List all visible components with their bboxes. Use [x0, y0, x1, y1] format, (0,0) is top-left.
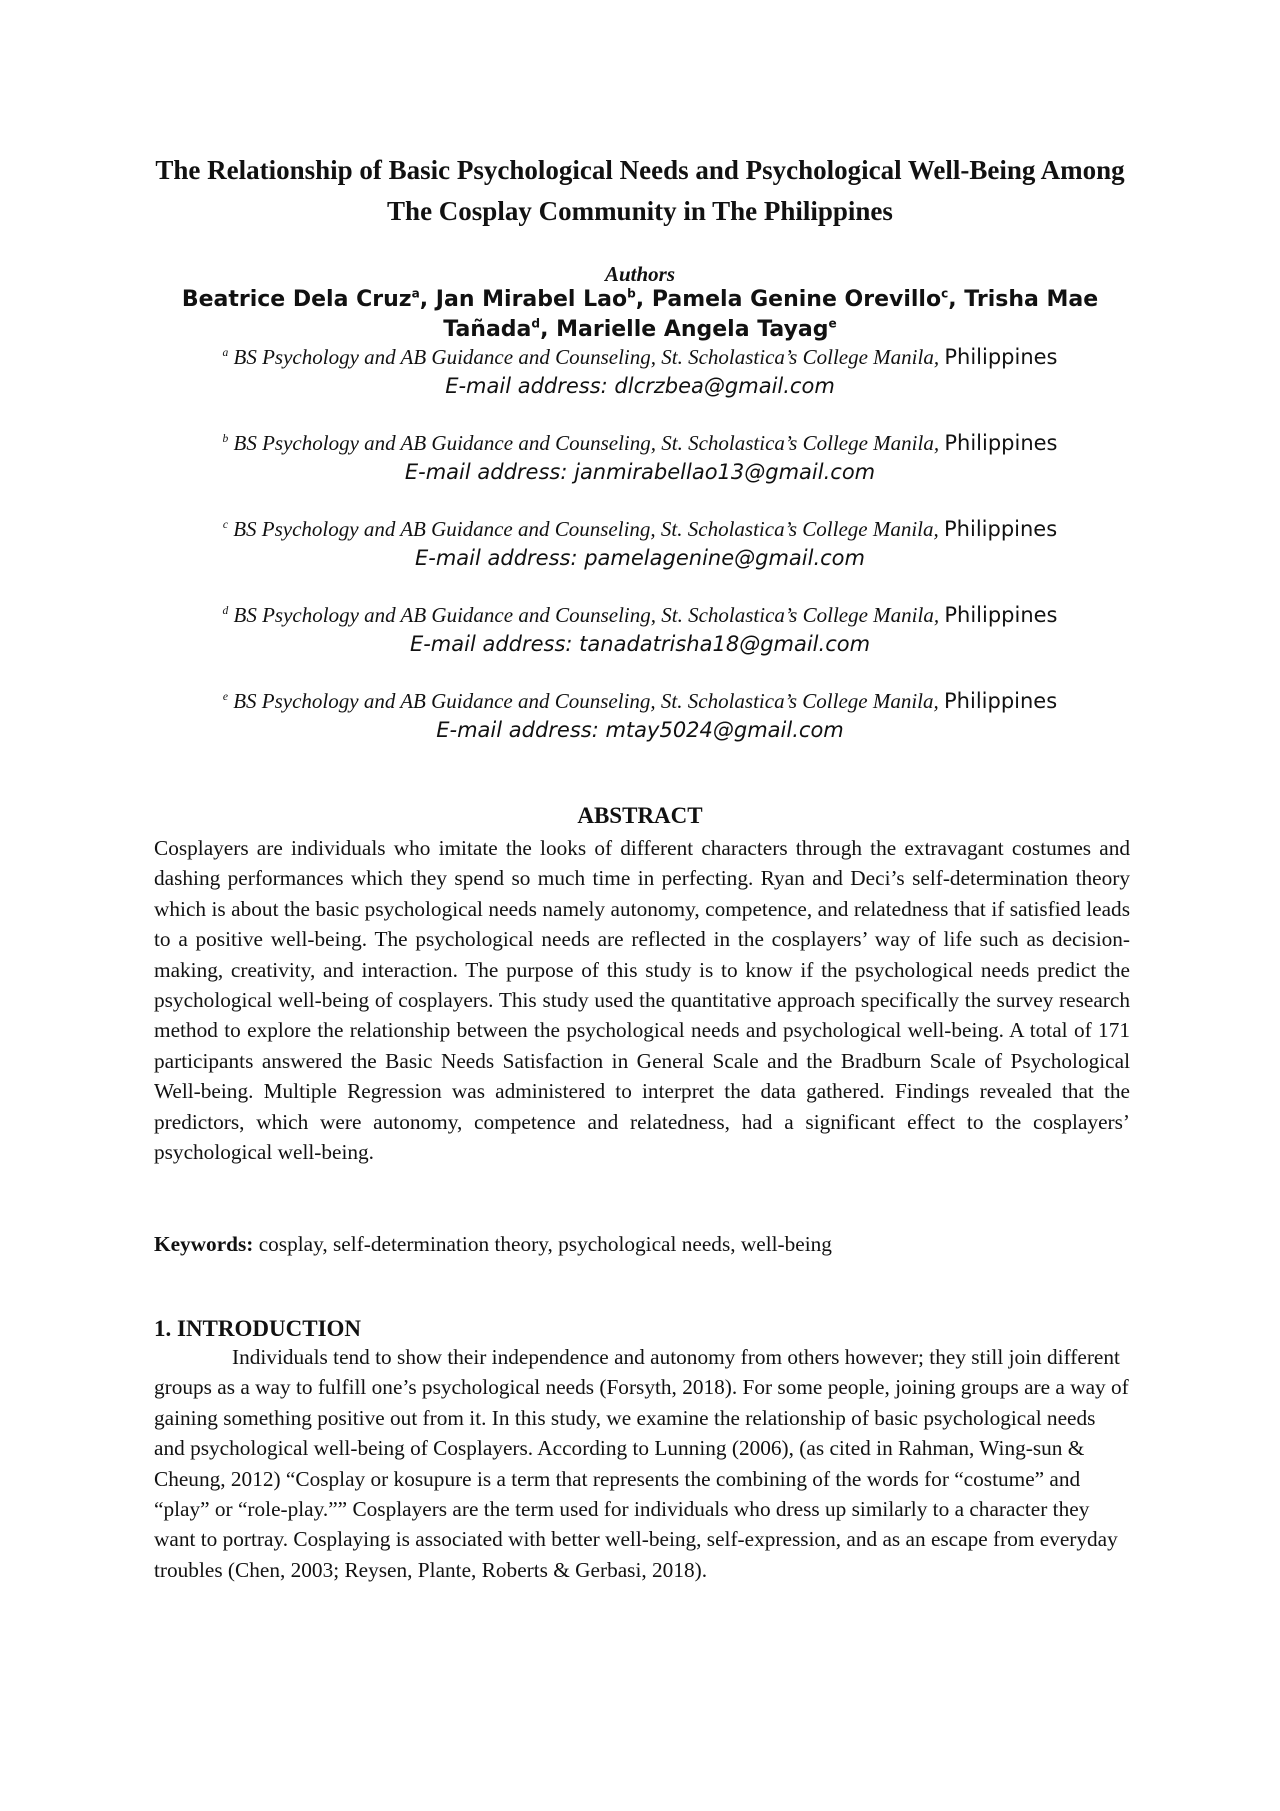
affiliation-institution: BS Psychology and AB Guidance and Counseling, St. Scholastica’s College Manila, [233, 517, 945, 541]
affiliation-country: Philippines [944, 689, 1058, 713]
affiliation-institution: BS Psychology and AB Guidance and Counseling, St. Scholastica’s College Manila, [233, 431, 945, 455]
affiliation-b [150, 428, 1130, 486]
paper-title: The Relationship of Basic Psychological Needs and Psychological Well-Being Among The Cosplay Community in The Philippines [155, 155, 1125, 226]
affiliation-mark: b [222, 432, 229, 445]
author-list: Beatrice Dela Cruz$^a$, Jan Mirabel Lao$^b$, Pamela Genine Orevillo$^c$, Trisha Mae Tañada$^d$, Marielle Angela Tayag$^e$ [181, 286, 1099, 342]
authors-heading: Authors [604, 262, 676, 286]
affiliation-email: E-mail address: pamelagenine@gmail.com [415, 546, 865, 570]
abstract-heading: ABSTRACT [577, 803, 703, 828]
affiliation-email: E-mail address: tanadatrisha18@gmail.com [409, 632, 871, 656]
affiliation-email: E-mail address: mtay5024@gmail.com [436, 718, 844, 742]
affiliation-mark: a [222, 346, 229, 359]
affiliation-country: Philippines [944, 345, 1058, 369]
author-name: Pamela Genine Orevillo [651, 287, 942, 312]
affiliation-mark: c [222, 518, 228, 531]
affiliation-e [150, 686, 1130, 744]
affiliation-country: Philippines [944, 603, 1058, 627]
affiliation-institution: BS Psychology and AB Guidance and Counseling, St. Scholastica’s College Manila, [233, 603, 945, 627]
author-name: Marielle Angela Tayag [556, 317, 829, 342]
section-heading-introduction: 1. INTRODUCTION [154, 1316, 362, 1341]
author-name: Trisha Mae Tañada [443, 287, 1099, 342]
keywords-label: Keywords: [154, 1232, 254, 1256]
affiliation-institution: BS Psychology and AB Guidance and Counseling, St. Scholastica’s College Manila, [233, 689, 945, 713]
author-mark: a [411, 286, 420, 301]
affiliation-a [150, 342, 1130, 400]
author-mark: b [627, 286, 636, 301]
keywords [154, 1229, 1130, 1259]
affiliation-institution: BS Psychology and AB Guidance and Counseling, St. Scholastica’s College Manila, [233, 345, 945, 369]
author-name: Jan Mirabel Lao [435, 287, 628, 312]
affiliation-mark: d [222, 604, 229, 617]
affiliation-country: Philippines [944, 517, 1058, 541]
introduction-text: Individuals tend to show their independence and autonomy from others however; they still join different groups as a way to fulfill one’s psychological needs (Forsyth, 2018). For some people, joining groups are a way of gaining something positive out from it. In this study, we examine the relationship of basic psychological needs and psychological well-being of Cosplayers. According to Lunning (2006), (as cited in Rahman, Wing-sun & Cheung, 2012) “Cosplay or kosupure is a term that represents the combining of the words for “costume” and “play” or “role-play.”” Cosplayers are the term used for individuals who dress up similarly to a character they want to portray. Cosplaying is associated with better well-being, self-expression, and as an escape from everyday troubles (Chen, 2003; Reysen, Plante, Roberts & Gerbasi, 2018). [154, 1345, 1129, 1582]
affiliation-mark: e [222, 690, 228, 703]
affiliation-d [150, 600, 1130, 658]
author-mark: c [941, 286, 949, 301]
affiliation-email: E-mail address: dlcrzbea@gmail.com [445, 374, 835, 398]
affiliation-email: E-mail address: janmirabellao13@gmail.com [404, 460, 876, 484]
affiliation-c [150, 514, 1130, 572]
author-mark: e [828, 316, 837, 331]
author-mark: d [531, 316, 541, 331]
keywords-text: cosplay, self-determination theory, psychological needs, well-being [253, 1232, 832, 1256]
affiliation-country: Philippines [944, 431, 1058, 455]
author-name: Beatrice Dela Cruz [181, 287, 412, 312]
abstract-text: Cosplayers are individuals who imitate the looks of different characters through the extravagant costumes and dashing performances which they spend so much time in perfecting. Ryan and Deci’s self-determination theory which is about the basic psychological needs namely autonomy, competence, and relatedness that if satisfied leads to a positive well-being. The psychological needs are reflected in the cosplayers’ way of life such as decision-making, creativity, and interaction. The purpose of this study is to know if the psychological needs predict the psychological well-being of cosplayers. This study used the quantitative approach specifically the survey research method to explore the relationship between the psychological needs and psychological well-being. A total of 171 participants answered the Basic Needs Satisfaction in General Scale and the Bradburn Scale of Psychological Well-being. Multiple Regression was administered to interpret the data gathered. Findings revealed that the predictors, which were autonomy, competence and relatedness, had a significant effect to the cosplayers’ psychological well-being. [154, 836, 1130, 1165]
